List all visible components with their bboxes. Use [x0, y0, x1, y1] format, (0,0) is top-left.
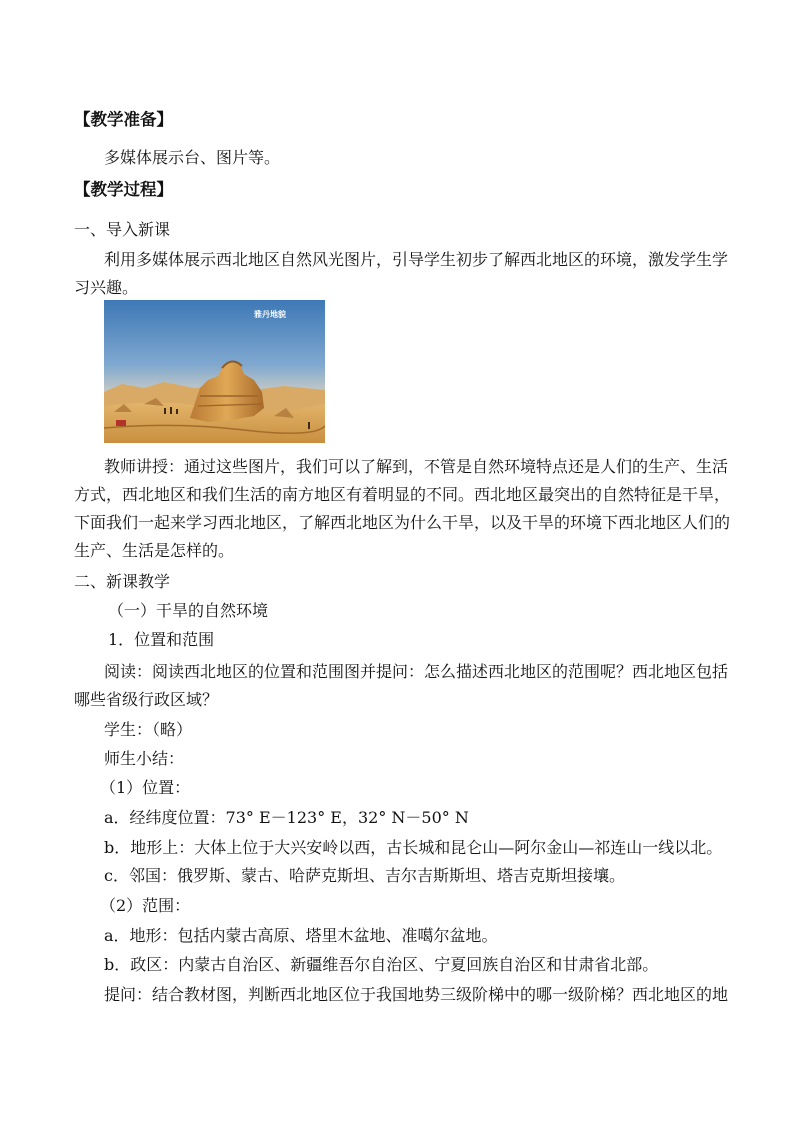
teacher-paragraph-line: 下面我们一起来学习西北地区，了解西北地区为什么干旱，以及干旱的环境下西北地区人们的 — [74, 513, 731, 532]
section1-title: 一、导入新课 — [74, 220, 171, 239]
photo-caption: 雅丹地貌 — [254, 310, 286, 319]
teacher-paragraph-line: 方式，西北地区和我们生活的南方地区有着明显的不同。西北地区最突出的自然特征是干旱， — [74, 485, 731, 504]
scope-item: a．地形：包括内蒙古高原、塔里木盆地、准噶尔盆地。 — [104, 926, 498, 945]
teacher-paragraph-line: 教师讲授：通过这些图片，我们可以了解到，不管是自然环境特点还是人们的生产、生活 — [104, 457, 729, 476]
section2-title: 二、新课教学 — [74, 572, 171, 591]
position-item: b．地形上：大体上位于大兴安岭以西，古长城和昆仑山—阿尔金山—祁连山一线以北。 — [104, 838, 723, 857]
prep-body: 多媒体展示台、图片等。 — [104, 148, 281, 167]
teacher-paragraph-line: 生产、生活是怎样的。 — [74, 541, 235, 560]
reading-paragraph-line: 阅读：阅读西北地区的位置和范围图并提问：怎么描述西北地区的范围呢？西北地区包括 — [104, 662, 729, 681]
reading-paragraph-line: 哪些省级行政区域？ — [74, 690, 219, 709]
position-item: a．经纬度位置：73° E－123° E，32° N－50° N — [104, 808, 469, 827]
item-title: 1．位置和范围 — [108, 630, 215, 649]
intro-paragraph-line: 习兴趣。 — [74, 278, 139, 297]
prep-heading: 【教学准备】 — [74, 110, 173, 129]
position-item: c．邻国：俄罗斯、蒙古、哈萨克斯坦、吉尔吉斯斯坦、塔吉克斯坦接壤。 — [104, 866, 625, 885]
position-title: （1）位置： — [100, 778, 191, 797]
student-line: 学生：（略） — [104, 720, 193, 739]
question-paragraph-line: 提问：结合教材图，判断西北地区位于我国地势三级阶梯中的哪一级阶梯？西北地区的地 — [104, 985, 729, 1004]
summary-line: 师生小结： — [104, 749, 185, 768]
subsection-title: （一）干旱的自然环境 — [108, 601, 269, 620]
yardang-landform-photo — [104, 300, 325, 443]
scope-title: （2）范围： — [100, 896, 191, 915]
intro-paragraph-line: 利用多媒体展示西北地区自然风光图片，引导学生初步了解西北地区的环境，激发学生学 — [104, 250, 729, 269]
process-heading: 【教学过程】 — [74, 180, 173, 199]
scope-item: b．政区：内蒙古自治区、新疆维吾尔自治区、宁夏回族自治区和甘肃省北部。 — [104, 955, 659, 974]
